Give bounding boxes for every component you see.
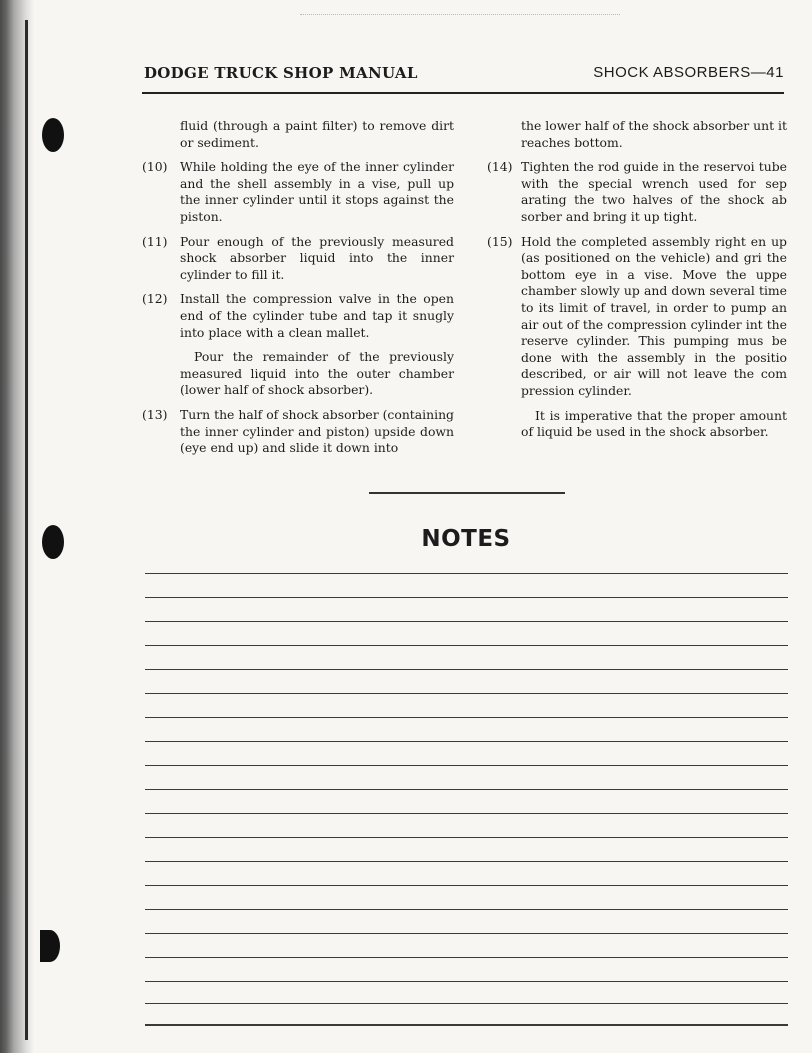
note-line xyxy=(145,957,788,958)
header-rule xyxy=(142,92,784,94)
note-line xyxy=(145,741,788,742)
note-line xyxy=(145,621,788,622)
step-13 xyxy=(142,407,454,457)
step-text: Hold the completed assembly right en up (as positioned on the vehicle) and gri the bottom eye in a vise. Move the uppe chamber slowly up and down several time to its limit of travel, in order to pump an air out of the compression cylinder int the reserve cylinder. This pumping mus be done with the assembly in the positio described, or air will not leave the com pression cylinder. xyxy=(521,233,787,398)
note-line xyxy=(145,765,788,766)
step-15 xyxy=(487,234,787,400)
page-header xyxy=(144,64,784,88)
imperative-paragraph: It is imperative that the proper amount of liquid be used in the shock absorber. xyxy=(521,407,787,440)
continued-paragraph: fluid (through a paint filter) to remove dirt or sediment. xyxy=(180,118,454,150)
note-line xyxy=(145,909,788,910)
note-line xyxy=(145,789,788,790)
pour-remainder-paragraph: Pour the remainder of the previously measured liquid into the outer chamber (lower half of shock absorber). xyxy=(180,349,454,398)
step-text: Turn the half of shock absorber (containing the inner cylinder and piston) upside down (eye end up) and slide it down into xyxy=(180,406,454,456)
note-line xyxy=(145,837,788,838)
section-page-label: SHOCK ABSORBERS—41 xyxy=(593,64,784,81)
note-line xyxy=(145,669,788,670)
step-11 xyxy=(142,234,454,284)
note-line xyxy=(145,645,788,646)
step-text: Tighten the rod guide in the reservoi tube with the special wrench used for sep arating the two halves of the shock ab sorber and bring it up tight. xyxy=(521,159,787,224)
punch-hole-bottom xyxy=(40,930,60,962)
note-line xyxy=(145,597,788,598)
note-line xyxy=(145,981,788,982)
note-line xyxy=(145,933,788,934)
step-12 xyxy=(142,291,454,341)
step-number: (10) xyxy=(142,159,168,175)
notes-title: NOTES xyxy=(421,526,511,552)
left-column xyxy=(142,118,454,465)
step-number: (13) xyxy=(142,406,168,422)
step-number: (15) xyxy=(487,233,513,249)
step-text: Install the compression valve in the open end of the cylinder tube and tap it snugly into place with a clean mallet. xyxy=(180,291,454,340)
section-divider xyxy=(369,492,565,494)
note-line xyxy=(145,1024,788,1026)
note-line xyxy=(145,717,788,718)
step-14 xyxy=(487,159,787,225)
step-number: (14) xyxy=(487,159,513,175)
manual-title: DODGE TRUCK SHOP MANUAL xyxy=(144,64,418,82)
step-10 xyxy=(142,159,454,225)
note-line xyxy=(145,573,788,574)
note-line xyxy=(145,885,788,886)
scan-speckle xyxy=(300,14,620,17)
note-line xyxy=(145,1003,788,1004)
note-line xyxy=(145,813,788,814)
step-number: (12) xyxy=(142,291,168,307)
note-line xyxy=(145,693,788,694)
right-column xyxy=(487,118,787,449)
step-text: While holding the eye of the inner cylinder and the shell assembly in a vise, pull up the inner cylinder until it stops against the piston. xyxy=(180,159,454,224)
note-line xyxy=(145,861,788,862)
punch-hole-top xyxy=(42,118,64,152)
step-number: (11) xyxy=(142,233,168,249)
continued-paragraph: the lower half of the shock absorber unt it reaches bottom. xyxy=(521,118,787,150)
step-text: Pour enough of the previously measured shock absorber liquid into the inner cylinder to fill it. xyxy=(180,233,454,282)
